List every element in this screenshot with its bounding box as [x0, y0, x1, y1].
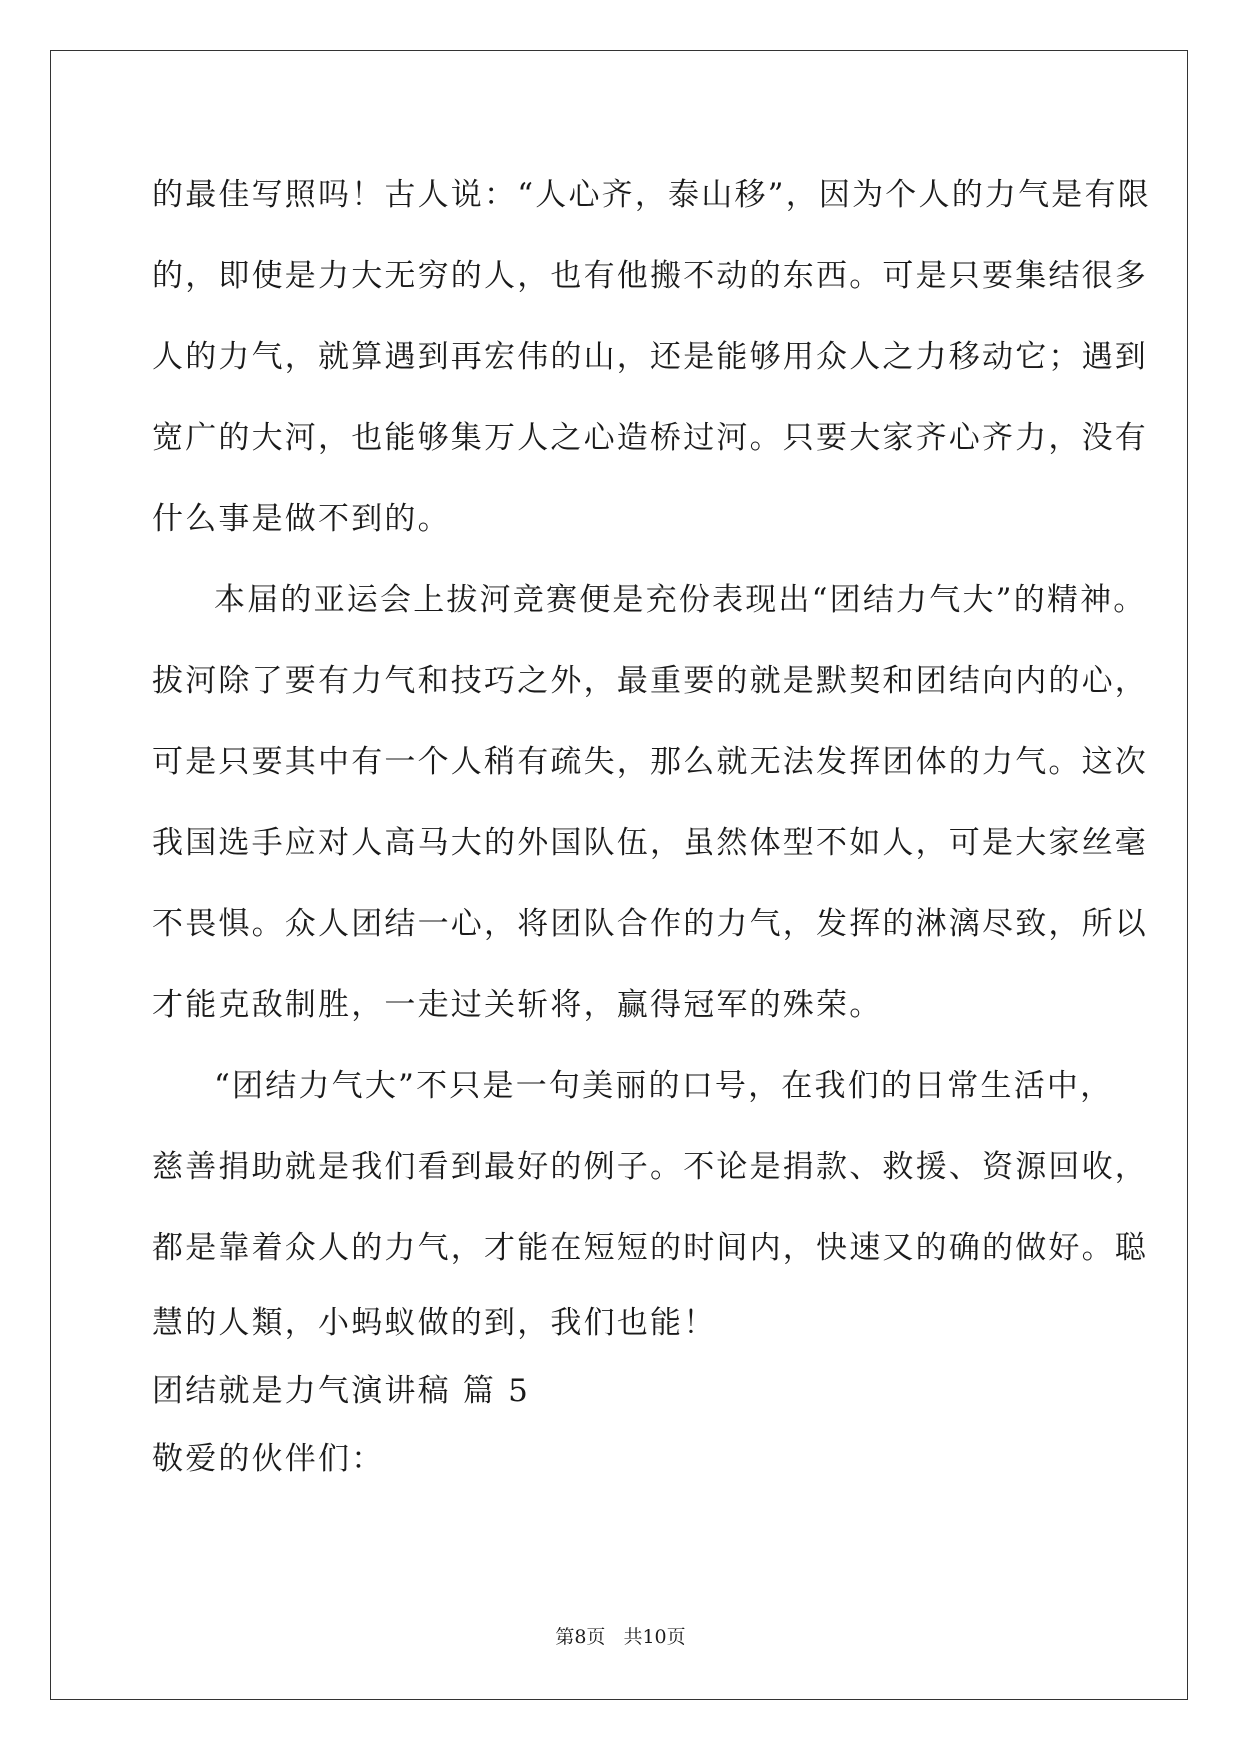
paragraph-line: “团结力气大”不只是一句美丽的口号，在我们的日常生活中，: [214, 1068, 1114, 1104]
section-heading: 团结就是力气演讲稿 篇 5: [152, 1373, 531, 1409]
paragraph-line: 拔河除了要有力气和技巧之外，最重要的就是默契和团结向内的心，: [152, 663, 1148, 699]
paragraph-line: 的，即使是力大无穷的人，也有他搬不动的东西。可是只要集结很多: [152, 258, 1148, 294]
paragraph-line: 不畏惧。众人团结一心，将团队合作的力气，发挥的淋漓尽致，所以: [152, 906, 1148, 942]
paragraph-line: 慧的人類，小蚂蚁做的到，我们也能！: [152, 1305, 717, 1341]
page-number: 第8页: [555, 1626, 606, 1648]
paragraph-line: 可是只要其中有一个人稍有疏失，那么就无法发挥团体的力气。这次: [152, 744, 1148, 780]
page-footer: [0, 1622, 1241, 1649]
paragraph-line: 本届的亚运会上拔河竞赛便是充份表现出“团结力气大”的精神。: [214, 582, 1147, 618]
paragraph-line: 才能克敌制胜，一走过关斩将，赢得冠军的殊荣。: [152, 987, 883, 1023]
paragraph-line: 什么事是做不到的。: [152, 501, 451, 537]
page-total: 共10页: [623, 1626, 686, 1648]
paragraph-line: 我国选手应对人高马大的外国队伍，虽然体型不如人，可是大家丝毫: [152, 825, 1148, 861]
document-body: [152, 155, 1151, 1493]
paragraph-line: 宽广的大河，也能够集万人之心造桥过河。只要大家齐心齐力，没有: [152, 420, 1148, 456]
paragraph-line: 慈善捐助就是我们看到最好的例子。不论是捐款、救援、资源回收，: [152, 1149, 1148, 1185]
paragraph-line: 的最佳写照吗！古人说：“人心齐，泰山移”，因为个人的力气是有限: [152, 177, 1151, 213]
salutation: 敬爱的伙伴们：: [152, 1441, 385, 1477]
paragraph-line: 都是靠着众人的力气，才能在短短的时间内，快速又的确的做好。聪: [152, 1230, 1148, 1266]
paragraph-line: 人的力气，就算遇到再宏伟的山，还是能够用众人之力移动它；遇到: [152, 339, 1148, 375]
